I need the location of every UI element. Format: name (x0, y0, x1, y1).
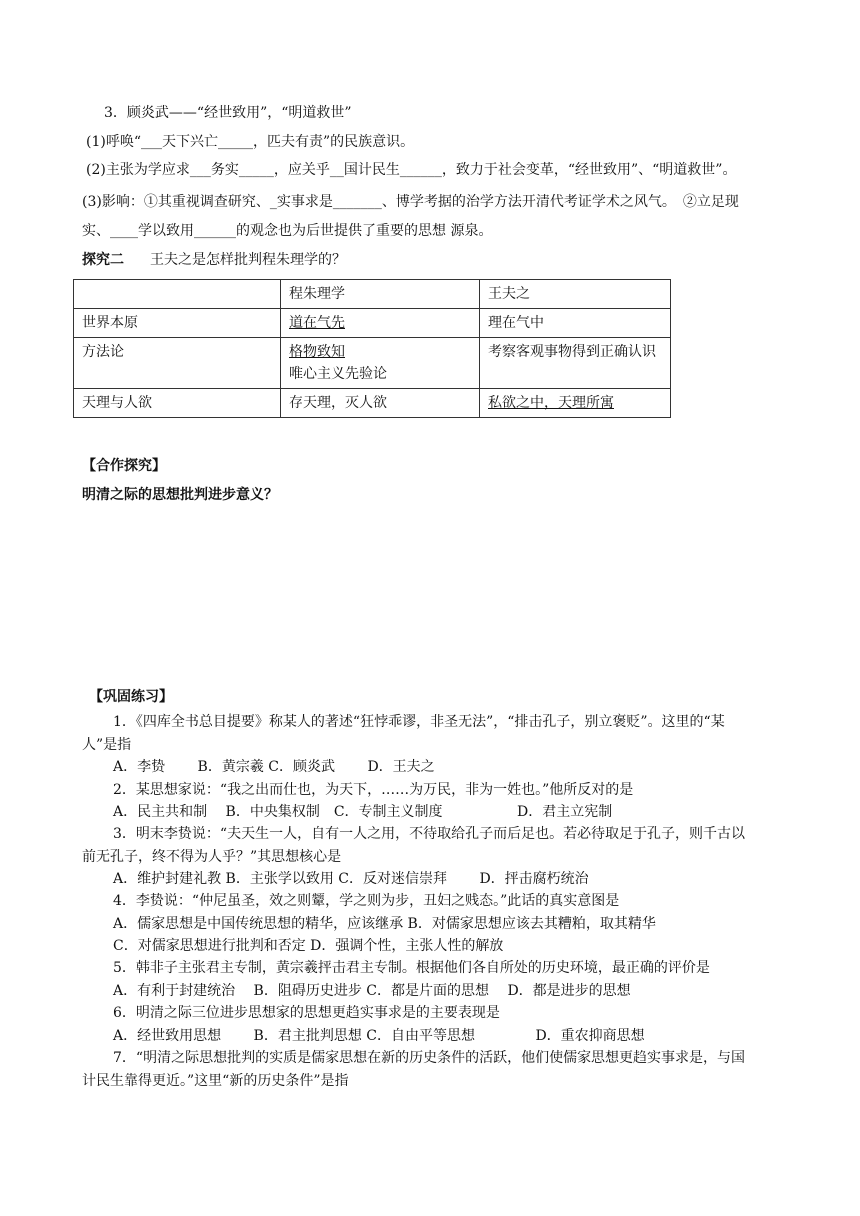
practice-line: 6．明清之际三位进步思想家的思想更趋实事求是的主要表现是 (113, 1005, 500, 1021)
cell-text: 私欲之中，天理所寓 (488, 395, 614, 411)
practice-line: A．维护封建礼教 B．主张学以致用 C．反对迷信崇拜 D．抨击腐朽统治 (113, 871, 589, 887)
cooperate-heading: 【合作探究】 (82, 458, 166, 474)
table-cell-chengzhu (281, 338, 480, 389)
cell-text: 格物致知 (289, 344, 345, 360)
cell-text: 道在气先 (289, 315, 345, 331)
practice-line: 计民生靠得更近。”这里“新的历史条件”是指 (82, 1073, 349, 1089)
table-cell-wangfuzhi: 理在气中 (480, 309, 671, 338)
cell-text: 唯心主义先验论 (289, 366, 387, 382)
practice-line: 2．某思想家说：“我之出而仕也，为天下，……为万民，非为一姓也。”他所反对的是 (113, 782, 634, 798)
practice-line: A．经世致用思想 B．君主批判思想 C．自由平等思想 D．重农抑商思想 (113, 1028, 645, 1044)
practice-line: 3．明末李贽说：“夫天生一人，自有一人之用，不待取给孔子而后足也。若必待取足于孔子，则千古以 (113, 826, 746, 842)
practice-line: 5．韩非子主张君主专制，黄宗羲抨击君主专制。根据他们各自所处的历史环境，最正确的评价是 (113, 960, 710, 976)
table-cell-topic: 世界本原 (74, 309, 281, 338)
table-header-row (74, 280, 671, 309)
explore2-label: 探究二 (82, 252, 124, 268)
section3-item3-line2: 实、____学以致用______的观念也为后世提供了重要的思想 源泉。 (82, 223, 493, 239)
practice-line: A．民主共和制 B．中央集权制 C．专制主义制度 D．君主立宪制 (113, 804, 613, 820)
practice-line: C．对儒家思想进行批判和否定 D．强调个性，主张人性的解放 (113, 938, 504, 954)
table-row (74, 389, 671, 418)
practice-heading: 【巩固练习】 (89, 689, 173, 705)
cooperate-question: 明清之际的思想批判进步意义？ (82, 487, 278, 503)
table-header-cell: 程朱理学 (281, 280, 480, 309)
practice-line: 人”是指 (82, 737, 132, 753)
table-cell-wangfuzhi: 考察客观事物得到正确认识 (480, 338, 671, 389)
section3-item3-line1: (3)影响：①其重视调查研究、_实事求是_______、博学考据的治学方法开清代考证学术之风气。 ②立足现 (82, 194, 739, 210)
table-header-cell: 王夫之 (480, 280, 671, 309)
table-cell-chengzhu: 存天理，灭人欲 (281, 389, 480, 418)
table-row (74, 309, 671, 338)
table-cell-topic: 方法论 (74, 338, 281, 389)
practice-line: A．有利于封建统治 B．阻碍历史进步 C．都是片面的思想 D．都是进步的思想 (113, 983, 631, 999)
explore2-question: 王夫之是怎样批判程朱理学的？ (150, 252, 346, 268)
practice-line: A．李贽 B．黄宗羲 C．顾炎武 D．王夫之 (113, 759, 435, 775)
table-header-cell (74, 280, 281, 309)
comparison-table (73, 279, 671, 418)
practice-line: 前无孔子，终不得为人乎？”其思想核心是 (82, 849, 342, 865)
section3-heading: 3．顾炎武——“经世致用”，“明道救世” (104, 105, 352, 121)
table-cell-chengzhu (281, 309, 480, 338)
table-cell-topic: 天理与人欲 (74, 389, 281, 418)
section3-item1: (1)呼唤“___天下兴亡_____，匹夫有责”的民族意识。 (86, 134, 415, 150)
practice-line: 1．《四库全书总目提要》称某人的著述“狂悖乖谬，非圣无法”，“排击孔子，别立褒贬”。这里的“某 (113, 714, 725, 730)
section3-item2: (2)主张为学应求___务实_____，应关乎__国计民生______，致力于社会变革，“经世致用”、“明道救世”。 (86, 162, 737, 178)
practice-line: A．儒家思想是中国传统思想的精华，应该继承 B．对儒家思想应该去其糟粕，取其精华 (113, 916, 656, 932)
table-row (74, 338, 671, 389)
explore2-heading (82, 250, 346, 270)
table-cell-wangfuzhi (480, 389, 671, 418)
practice-line: 4．李贽说：“仲尼虽圣，效之则颦，学之则为步，丑妇之贱态。”此话的真实意图是 (113, 893, 620, 909)
practice-line: 7．“明清之际思想批判的实质是儒家思想在新的历史条件的活跃，他们使儒家思想更趋实事求是，与国 (113, 1050, 746, 1066)
